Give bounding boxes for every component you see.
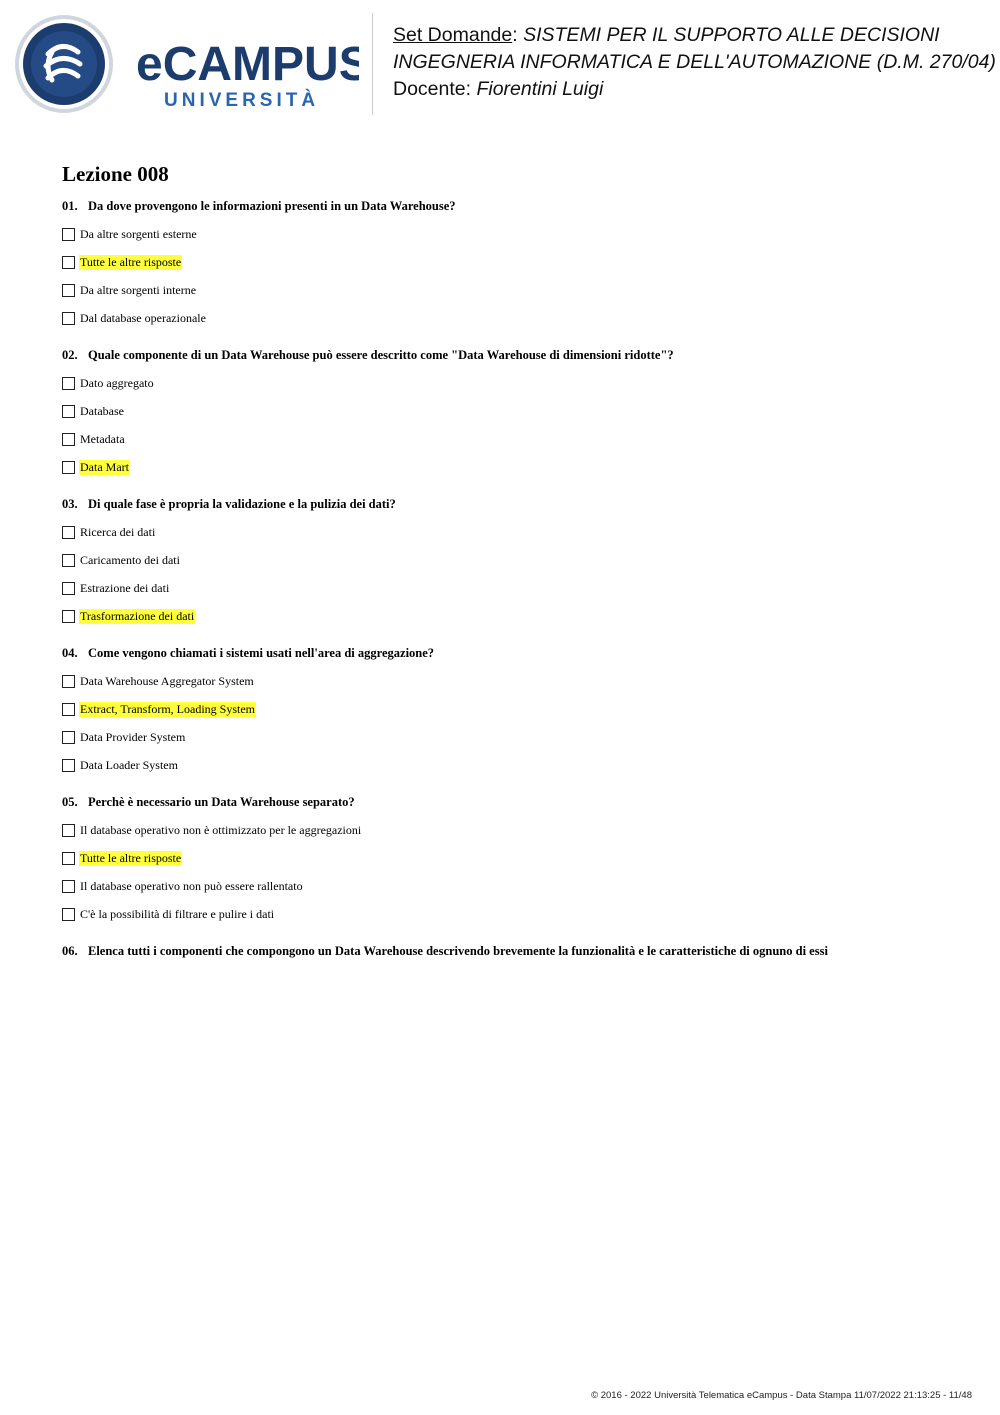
page-footer: © 2016 - 2022 Università Telematica eCampus - Data Stampa 11/07/2022 21:13:25 - 11/48 <box>591 1390 972 1401</box>
answer-option[interactable] <box>62 602 962 630</box>
answer-text: Dato aggregato <box>80 375 154 390</box>
answer-option[interactable] <box>62 667 962 695</box>
answer-option[interactable] <box>62 369 962 397</box>
question-4 <box>62 643 962 663</box>
question-5 <box>62 792 962 812</box>
answer-option[interactable] <box>62 453 962 481</box>
answer-text-highlighted: Data Mart <box>80 459 129 474</box>
header-course-line1 <box>393 22 993 49</box>
answer-text: Data Warehouse Aggregator System <box>80 673 254 688</box>
ecampus-logo <box>14 14 359 116</box>
question-3 <box>62 494 962 514</box>
answer-checkbox[interactable] <box>62 703 75 716</box>
answer-checkbox[interactable] <box>62 405 75 418</box>
answer-list <box>62 816 962 928</box>
answer-checkbox[interactable] <box>62 852 75 865</box>
answer-option[interactable] <box>62 723 962 751</box>
header-separator: : <box>512 24 524 46</box>
question-text: Da dove provengono le informazioni presenti in un Data Warehouse? <box>88 199 456 213</box>
answer-option[interactable] <box>62 425 962 453</box>
answer-option[interactable] <box>62 695 962 723</box>
answer-option[interactable] <box>62 397 962 425</box>
answer-option[interactable] <box>62 816 962 844</box>
answer-checkbox[interactable] <box>62 433 75 446</box>
question-number: 02. <box>62 348 78 362</box>
answer-list <box>62 220 962 332</box>
question-number: 04. <box>62 646 78 660</box>
answer-text: Ricerca dei dati <box>80 524 156 539</box>
answer-option[interactable] <box>62 844 962 872</box>
logo-wordmark: eCAMPUS <box>136 38 359 91</box>
header-divider <box>372 13 373 115</box>
question-text: Di quale fase è propria la validazione e la pulizia dei dati? <box>88 497 396 511</box>
question-text: Perchè è necessario un Data Warehouse separato? <box>88 795 355 809</box>
answer-text: Estrazione dei dati <box>80 580 170 595</box>
answer-text: Il database operativo non può essere rallentato <box>80 878 303 893</box>
answer-checkbox[interactable] <box>62 759 75 772</box>
question-number: 05. <box>62 795 78 809</box>
answer-checkbox[interactable] <box>62 284 75 297</box>
question-text: Come vengono chiamati i sistemi usati nell'area di aggregazione? <box>88 646 435 660</box>
header-teacher-line <box>393 76 993 103</box>
answer-text-highlighted: Trasformazione dei dati <box>80 608 195 623</box>
answer-checkbox[interactable] <box>62 610 75 623</box>
answer-checkbox[interactable] <box>62 824 75 837</box>
course-title: SISTEMI PER IL SUPPORTO ALLE DECISIONI <box>523 24 940 46</box>
answer-checkbox[interactable] <box>62 731 75 744</box>
answer-text: Da altre sorgenti interne <box>80 282 197 297</box>
answer-option[interactable] <box>62 751 962 779</box>
answer-checkbox[interactable] <box>62 228 75 241</box>
answer-checkbox[interactable] <box>62 312 75 325</box>
answer-checkbox[interactable] <box>62 461 75 474</box>
answer-option[interactable] <box>62 220 962 248</box>
answer-list <box>62 369 962 481</box>
question-2 <box>62 345 962 365</box>
answer-option[interactable] <box>62 574 962 602</box>
answer-option[interactable] <box>62 900 962 928</box>
question-number: 01. <box>62 199 78 213</box>
answer-text: Dal database operazionale <box>80 310 206 325</box>
answer-checkbox[interactable] <box>62 908 75 921</box>
answer-text: C'è la possibilità di filtrare e pulire i dati <box>80 906 275 921</box>
answer-list <box>62 667 962 779</box>
question-number: 06. <box>62 944 78 958</box>
question-text: Elenca tutti i componenti che compongono un Data Warehouse descrivendo brevemente la funzionalità e le caratteristiche di ognuno di essi <box>88 944 828 958</box>
answer-option[interactable] <box>62 872 962 900</box>
answer-checkbox[interactable] <box>62 526 75 539</box>
logo-subtitle: UNIVERSITÀ <box>164 90 320 111</box>
question-text: Quale componente di un Data Warehouse può essere descritto come "Data Warehouse di dimensioni ridotte"? <box>88 348 674 362</box>
set-label: Set Domande <box>393 24 513 46</box>
teacher-label: Docente: <box>393 78 477 100</box>
document-header <box>393 22 996 103</box>
answer-text: Data Loader System <box>80 757 178 772</box>
answer-option[interactable] <box>62 248 962 276</box>
answer-option[interactable] <box>62 304 962 332</box>
answer-checkbox[interactable] <box>62 675 75 688</box>
header-course-line2: INGEGNERIA INFORMATICA E DELL'AUTOMAZIONE (D.M. 270/04) <box>393 51 996 73</box>
teacher-name: Fiorentini Luigi <box>476 78 604 100</box>
question-list <box>62 196 962 961</box>
answer-checkbox[interactable] <box>62 582 75 595</box>
answer-list <box>62 518 962 630</box>
answer-text-highlighted: Tutte le altre risposte <box>80 850 182 865</box>
answer-text: Caricamento dei dati <box>80 552 180 567</box>
answer-text: Da altre sorgenti esterne <box>80 226 197 241</box>
question-6 <box>62 941 962 961</box>
question-1 <box>62 196 962 216</box>
answer-checkbox[interactable] <box>62 880 75 893</box>
answer-checkbox[interactable] <box>62 554 75 567</box>
answer-text-highlighted: Extract, Transform, Loading System <box>80 701 255 716</box>
answer-text: Il database operativo non è ottimizzato per le aggregazioni <box>80 822 362 837</box>
lesson-title: Lezione 008 <box>62 162 169 186</box>
answer-text-highlighted: Tutte le altre risposte <box>80 254 182 269</box>
answer-text: Database <box>80 403 124 418</box>
question-number: 03. <box>62 497 78 511</box>
answer-checkbox[interactable] <box>62 377 75 390</box>
answer-text: Data Provider System <box>80 729 186 744</box>
answer-checkbox[interactable] <box>62 256 75 269</box>
answer-option[interactable] <box>62 276 962 304</box>
answer-option[interactable] <box>62 518 962 546</box>
answer-option[interactable] <box>62 546 962 574</box>
answer-text: Metadata <box>80 431 125 446</box>
